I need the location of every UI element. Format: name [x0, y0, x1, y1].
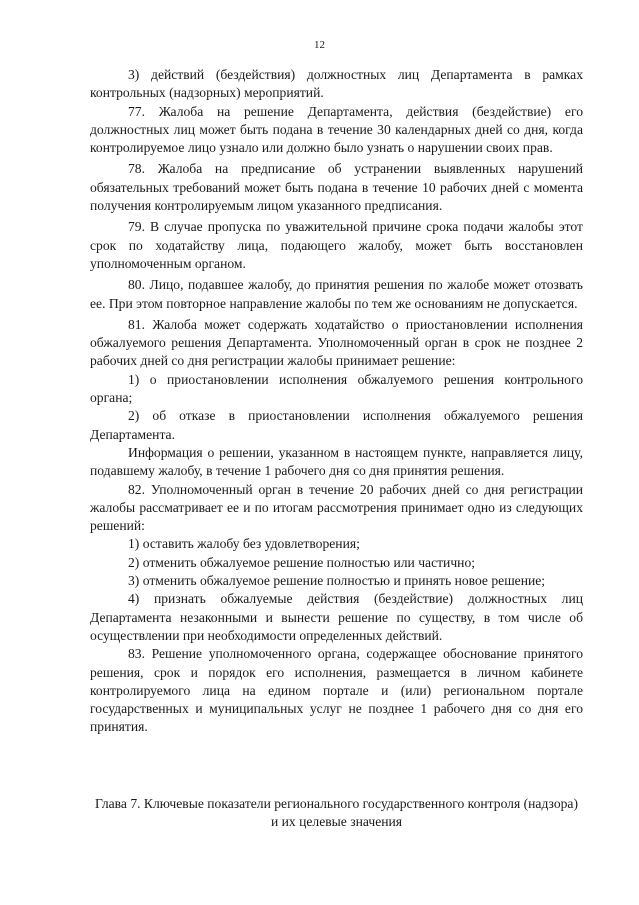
paragraph-81-2: 2) об отказе в приостановлении исполнения обжалуемого решения Департамента. [90, 408, 583, 442]
paragraph-82-4: 4) признать обжалуемые действия (бездействие) должностных лиц Департамента незаконными и вынести решение по существу, в том числе об осуществлении при необходимости определенных действий. [90, 591, 583, 643]
paragraph-82: 82. Уполномоченный орган в течение 20 рабочих дней со дня регистрации жалобы рассматривает ее и по итогам рассмотрения принимает одно из следующих решений: [90, 481, 583, 534]
paragraph-82-1: 1) оставить жалобу без удовлетворения; [128, 536, 360, 552]
paragraph-80: 80. Лицо, подавшее жалобу, до принятия решения по жалобе может отозвать ее. При этом повторное направление жалобы по тем же основаниям не допускается. [90, 277, 583, 311]
paragraph-81: 81. Жалоба может содержать ходатайство о приостановлении исполнения обжалуемого решения Департамента. Уполномоченный орган в срок не позднее 2 рабочих дней со дня регистрации жалобы принимает решение: [90, 316, 583, 369]
paragraph-77: 77. Жалоба на решение Департамента, действия (бездействие) его должностных лиц может быть подана в течение 30 календарных дней со дня, когда контролируемое лицо узнало или должно было узнать о нарушении своих прав. [90, 103, 583, 156]
page-number: 12 [314, 39, 325, 51]
chapter-heading: Глава 7. Ключевые показатели регионального государственного контроля (надзора) и их целевые значения [95, 796, 578, 830]
paragraph-79: 79. В случае пропуска по уважительной причине срока подачи жалобы этот срок по ходатайству лица, подающего жалобу, может быть восстановлен уполномоченным органом. [90, 219, 583, 271]
paragraph-82-2: 2) отменить обжалуемое решение полностью или частично; [128, 554, 476, 570]
paragraph-78: 78. Жалоба на предписание об устранении выявленных нарушений обязательных требований может быть подана в течение 10 рабочих дней с момента получения контролируемым лицом указанного предписания. [90, 161, 583, 214]
paragraph-81-1: 1) о приостановлении исполнения обжалуемого решения контрольного органа; [90, 371, 583, 406]
document-body [90, 66, 583, 737]
paragraph-83: 83. Решение уполномоченного органа, содержащее обоснование принятого решения, срок и порядок его исполнения, размещается в личном кабинете контролируемого лица на едином портале и (или) региональном портале государственных и муниципальных услуг не позднее 1 рабочего дня со дня его принятия. [90, 646, 583, 735]
paragraph-76-3: 3) действий (бездействия) должностных лиц Департамента в рамках контрольных (надзорных) мероприятий. [90, 67, 583, 101]
paragraph-82-3: 3) отменить обжалуемое решение полностью и принять новое решение; [128, 573, 546, 589]
paragraph-81-info: Информация о решении, указанном в настоящем пункте, направляется лицу, подавшему жалобу, в течение 1 рабочего дня со дня принятия решения. [90, 444, 583, 479]
